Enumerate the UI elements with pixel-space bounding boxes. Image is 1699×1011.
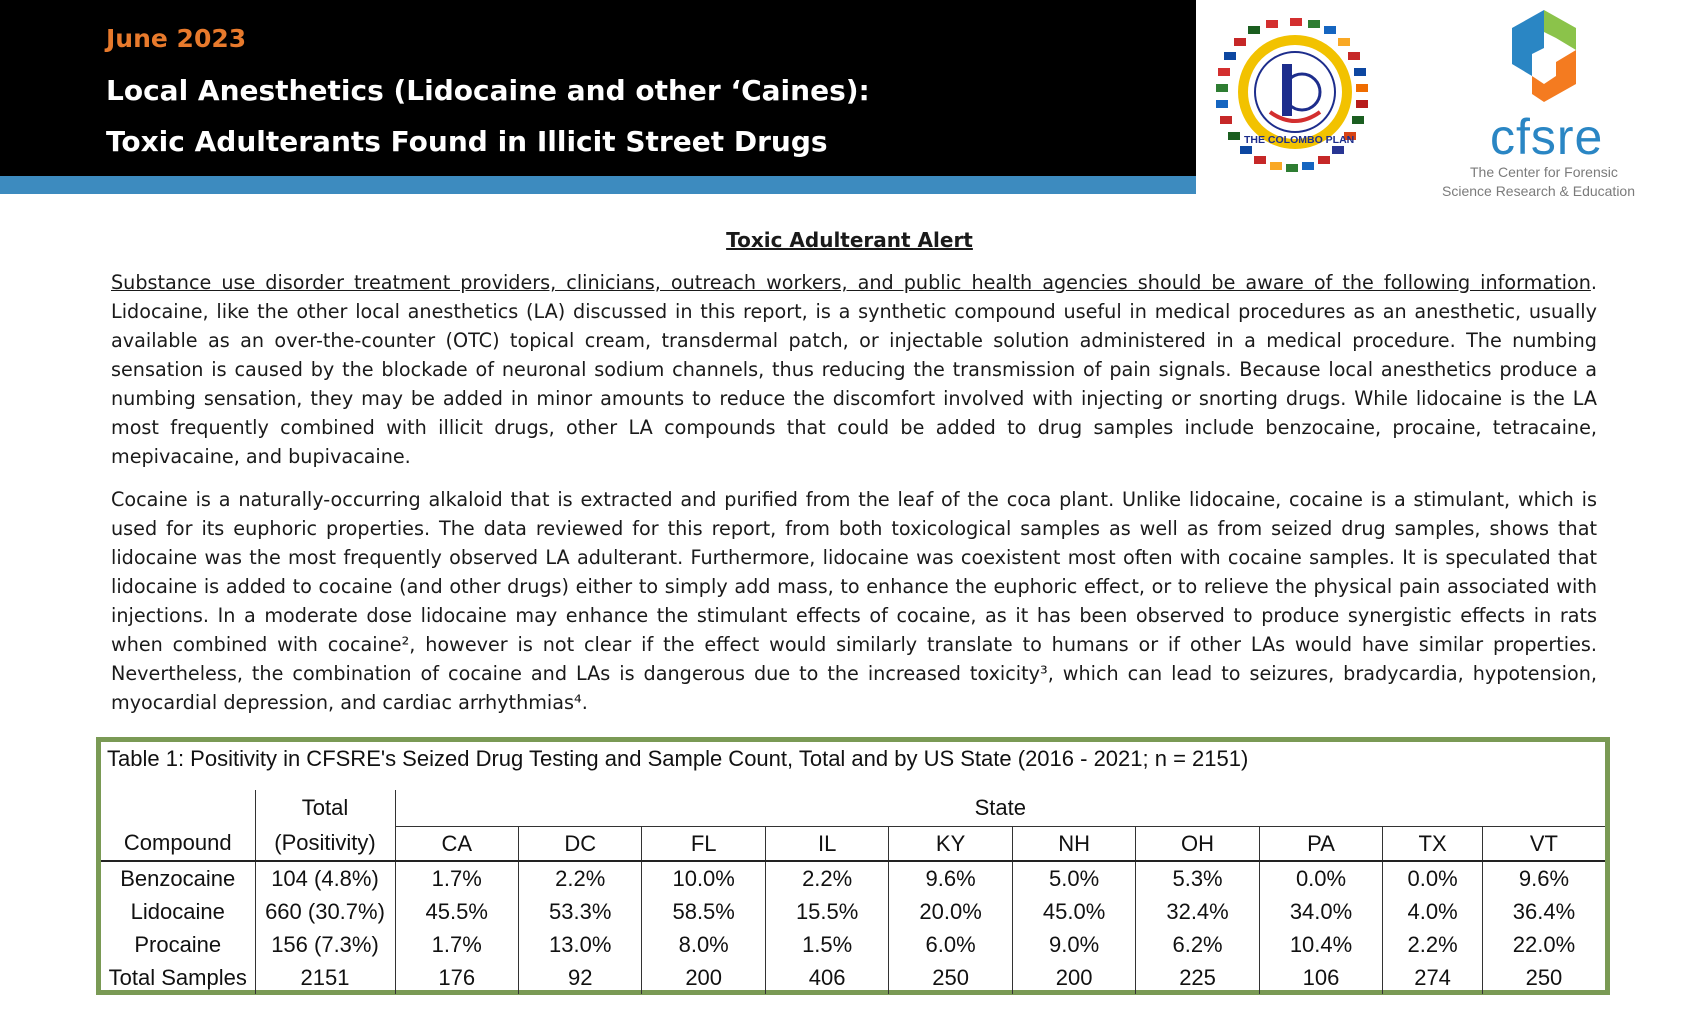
header-state-ky: KY	[889, 827, 1012, 862]
cell-value: 4.0%	[1383, 895, 1483, 928]
paragraph-lidocaine	[111, 268, 1597, 471]
cell-value: 45.5%	[395, 895, 518, 928]
alert-heading: Toxic Adulterant Alert	[726, 228, 973, 252]
cell-value: 250	[1525, 964, 1563, 990]
row-total: 156 (7.3%)	[255, 928, 395, 961]
cell-value: 176	[395, 961, 518, 994]
cell-value: 5.0%	[1012, 861, 1135, 895]
cell-value: 15.5%	[765, 895, 888, 928]
table-row	[101, 895, 1605, 928]
cfsre-subtitle-line1: The Center for Forensic	[1470, 164, 1618, 180]
cell-value: 200	[1012, 961, 1135, 994]
cell-value: 2.2%	[518, 861, 641, 895]
cell-value: 1.7%	[395, 928, 518, 961]
header-total-line1: Total	[255, 790, 395, 827]
cell-value: 1.7%	[395, 861, 518, 895]
header-total-line2: (Positivity)	[255, 827, 395, 862]
header-state-oh: OH	[1136, 827, 1259, 862]
cell-value: 34.0%	[1259, 895, 1382, 928]
cell-value: 106	[1259, 961, 1382, 994]
table-row	[101, 928, 1605, 961]
cell-value: 36.4%	[1512, 898, 1576, 924]
cell-value: 22.0%	[1512, 931, 1576, 957]
positivity-table	[96, 737, 1610, 995]
cfsre-wordmark: cfsre	[1490, 109, 1604, 165]
cell-value: 0.0%	[1259, 861, 1382, 895]
report-title-line1: Local Anesthetics (Lidocaine and other ‘Caines):	[106, 74, 870, 107]
header-compound: Compound	[101, 827, 255, 862]
cell-value: 0.0%	[1383, 861, 1483, 895]
cell-value: 9.6%	[1518, 865, 1570, 891]
cell-value: 5.3%	[1136, 861, 1259, 895]
table-row	[101, 961, 1605, 994]
cell-value: 13.0%	[518, 928, 641, 961]
header-state-vt: VT	[1482, 827, 1605, 862]
row-compound: Total Samples	[101, 961, 255, 994]
row-compound: Lidocaine	[101, 895, 255, 928]
header-state-nh: NH	[1012, 827, 1135, 862]
cell-value: 200	[642, 961, 765, 994]
header-stripe	[0, 176, 1196, 194]
report-title-line2: Toxic Adulterants Found in Illicit Street Drugs	[106, 125, 828, 158]
paragraph-lead-underlined: Substance use disorder treatment providers, clinicians, outreach workers, and public health agencies should be aware of the following information	[111, 271, 1591, 294]
paragraph-body: . Lidocaine, like the other local anesthetics (LA) discussed in this report, is a synthetic compound useful in medical procedures as an anesthetic, usually available as an over-the-counter (OTC) topical cream, transdermal patch, or injectable solution administered in a medical procedure. The numbing sensation is caused by the blockade of neuronal sodium channels, thus reducing the transmission of pain signals. Because local anesthetics produce a numbing sensation, they may be added in minor amounts to reduce the discomfort involved with injecting or snorting drugs. While lidocaine is the LA most frequently combined with illicit drugs, other LA compounds that could be added to drug samples include benzocaine, procaine, tetracaine, mepivacaine, and bupivacaine.	[111, 271, 1597, 468]
paragraph-cocaine: Cocaine is a naturally-occurring alkaloid that is extracted and purified from the leaf of the coca plant. Unlike lidocaine, cocaine is a stimulant, which is used for its euphoric properties. The data reviewed for this report, from both toxicological samples as well as from seized drug samples, shows that lidocaine was the most frequently observed LA adulterant. Furthermore, lidocaine was coexistent most often with cocaine samples. It is speculated that lidocaine is added to cocaine (and other drugs) either to simply add mass, to enhance the euphoric effect, or to relieve the physical pain associated with injections. In a moderate dose lidocaine may enhance the stimulant effects of cocaine, as it has been observed to produce synergistic effects in rats when combined with cocaine², however is not clear if the effect would similarly translate to humans or if other LAs would have similar properties. Nevertheless, the combination of cocaine and LAs is dangerous due to the increased toxicity³, which can lead to seizures, bradycardia, hypotension, myocardial depression, and cardiac arrhythmias⁴.	[111, 488, 1597, 714]
cfsre-subtitle-line2: Science Research & Education	[1442, 183, 1635, 199]
cell-value: 58.5%	[642, 895, 765, 928]
header-state-dc: DC	[518, 827, 641, 862]
header-state-pa: PA	[1259, 827, 1382, 862]
cell-value: 8.0%	[642, 928, 765, 961]
row-total: 660 (30.7%)	[255, 895, 395, 928]
cell-value: 53.3%	[518, 895, 641, 928]
cell-value: 45.0%	[1012, 895, 1135, 928]
header-state-fl: FL	[642, 827, 765, 862]
header-state-ca: CA	[395, 827, 518, 862]
cell-value: 10.0%	[642, 861, 765, 895]
colombo-plan-label: THE COLOMBO PLAN	[1244, 134, 1355, 146]
cell-value: 9.6%	[889, 861, 1012, 895]
row-compound: Benzocaine	[101, 861, 255, 895]
header-state-tx: TX	[1383, 827, 1483, 862]
cell-value: 9.0%	[1012, 928, 1135, 961]
cell-value: 20.0%	[889, 895, 1012, 928]
cell-value: 6.0%	[889, 928, 1012, 961]
cell-value: 406	[765, 961, 888, 994]
row-total: 104 (4.8%)	[255, 861, 395, 895]
data-table	[101, 790, 1605, 994]
row-total: 2151	[255, 961, 395, 994]
cell-value: 6.2%	[1136, 928, 1259, 961]
cell-value: 2.2%	[1383, 928, 1483, 961]
header-state: State	[395, 790, 1605, 827]
cell-value: 225	[1136, 961, 1259, 994]
cell-value: 274	[1383, 961, 1483, 994]
cell-value: 32.4%	[1136, 895, 1259, 928]
cell-value: 2.2%	[765, 861, 888, 895]
cell-value: 10.4%	[1259, 928, 1382, 961]
header-state-il: IL	[765, 827, 888, 862]
cell-value: 92	[518, 961, 641, 994]
colombo-plan-logo	[1210, 12, 1380, 188]
report-date: June 2023	[106, 24, 247, 53]
row-compound: Procaine	[101, 928, 255, 961]
table-caption: Table 1: Positivity in CFSRE's Seized Drug Testing and Sample Count, Total and by US State (2016 - 2021; n = 2151)	[107, 746, 1249, 771]
cell-value: 1.5%	[765, 928, 888, 961]
table-row	[101, 861, 1605, 895]
cell-value: 250	[889, 961, 1012, 994]
